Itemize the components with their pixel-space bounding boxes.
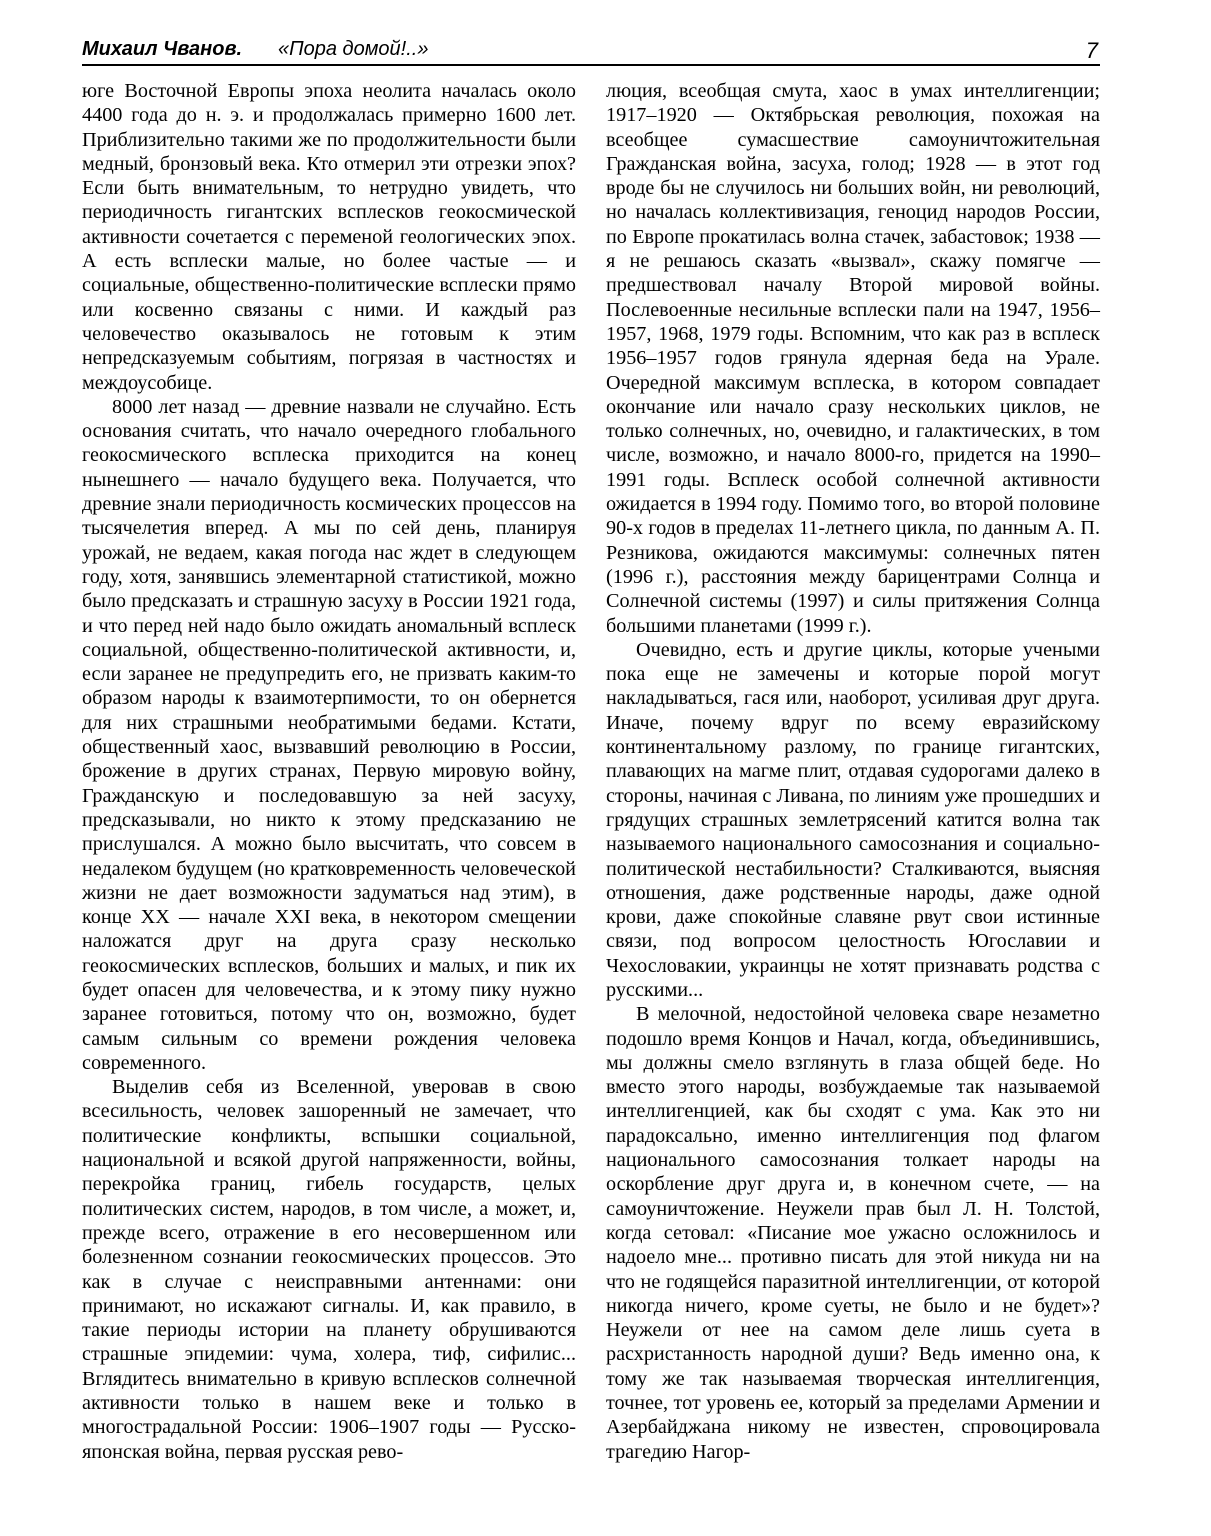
running-header	[82, 38, 1100, 66]
paragraph: юге Восточной Европы эпоха неолита началась около 4400 года до н. э. и продолжалась примерно 1600 лет. Приблизительно такими же по продолжительности были медный, бронзовый века. Кто отмерил эти отрезки эпох? Если быть внимательным, то нетрудно увидеть, что периодичность гигантских всплесков геокосмической активности сочетается с переменой геологических эпох. А есть всплески малые, но более частые — и социальные, общественно-политические всплески прямо или косвенно связаны с ними. И каждый раз человечество оказывалось не готовым к этим непредсказуемым событиям, погрязая в частностях и междоусобице.	[82, 80, 576, 394]
paragraph: 8000 лет назад — древние назвали не случайно. Есть основания считать, что начало очередного глобального геокосмического всплеска приходится на конец нынешнего — начало будущего века. Получается, что древние знали периодичность космических процессов на тысячелетия вперед. А мы по сей день, планируя урожай, не ведаем, какая погода нас ждет в следующем году, хотя, занявшись элементарной статистикой, можно было предсказать и страшную засуху в России 1921 года, и что перед ней надо было ожидать аномальный всплеск социальной, общественно-политической активности, и, если заранее не предупредить его, не призвать каким-то образом народы к взаимотерпимости, то он обернется для них страшными необратимыми бедами. Кстати, общественный хаос, вызвавший революцию в России, брожение в других странах, Первую мировую войну, Гражданскую и последовавшую за ней засуху, предсказывали, но никто к этому предсказанию не прислушался. А можно было высчитать, что совсем в недалеком будущем (но кратковременность человеческой жизни не дает возможности задуматься над этим), в конце XX — начале XXI века, в некотором смещении наложатся друг на друга сразу несколько геокосмических всплесков, больших и малых, и пик их будет опасен для человечества, и к этому пику нужно заранее готовиться, потому что он, возможно, будет самым сильным со времени рождения человека современного.	[82, 395, 576, 1074]
header-title: «Пора домой!..»	[278, 38, 429, 60]
right-column	[606, 79, 1100, 1464]
page-number: 7	[1085, 38, 1098, 63]
left-column	[82, 79, 576, 1464]
header-author: Михаил Чванов.	[82, 38, 243, 60]
paragraph: Очевидно, есть и другие циклы, которые учеными пока еще не замечены и которые порой могут накладываться, гася или, наоборот, усиливая друг друга. Иначе, почему вдруг по всему евразийскому континентальному разлому, по границе гигантских, плавающих на магме плит, отдавая судорогами далеко в стороны, начиная с Ливана, по линиям уже прошедших и грядущих страшных землетрясений катится волна так называемого национального самосознания и социально-политической нестабильности? Сталкиваются, выясняя отношения, даже родственные народы, даже одной крови, даже спокойные славяне рвут свои истинные связи, под вопросом целостность Югославии и Чехословакии, украинцы не хотят признавать родства с русскими...	[606, 638, 1100, 1001]
paragraph: Выделив себя из Вселенной, уверовав в свою всесильность, человек зашоренный не замечает, что политические конфликты, вспышки социальной, национальной и всякой другой напряженности, войны, перекройка границ, гибель государств, целых политических систем, народов, в том числе, а может, и, прежде всего, отражение в его несовершенном или болезненном сознании геокосмических процессов. Это как в случае с неисправными антеннами: они принимают, но искажают сигналы. И, как правило, в такие периоды истории на планету обрушиваются страшные эпидемии: чума, холера, тиф, сифилис... Вглядитесь внимательно в кривую всплесков солнечной активности только в нашем веке и только в многострадальной России: 1906–1907 годы — Русско-японская война, первая русская рево-	[82, 1076, 576, 1463]
paragraph: люция, всеобщая смута, хаос в умах интеллигенции; 1917–1920 — Октябрьская революция, похожая на всеобщее сумасшествие самоуничтожительная Гражданская война, засуха, голод; 1928 — в этот год вроде бы не случилось ни больших войн, ни революций, но началась коллективизация, геноцид народов России, по Европе прокатилась волна стачек, забастовок; 1938 — я не решаюсь сказать «вызвал», скажу помягче — предшествовал началу Второй мировой войны. Послевоенные несильные всплески пали на 1947, 1956–1957, 1968, 1979 годы. Вспомним, что как раз в всплеск 1956–1957 годов грянула ядерная беда на Урале. Очередной максимум всплеска, в котором совпадает окончание или начало сразу нескольких циклов, не только солнечных, но, очевидно, и галактических, в том числе, возможно, и начало 8000-го, придется на 1990–1991 годы. Всплеск особой солнечной активности ожидается в 1994 году. Помимо того, во второй половине 90-х годов в пределах 11-летнего цикла, по данным А. П. Резникова, ожидаются максимумы: солнечных пятен (1996 г.), расстояния между барицентрами Солнца и Солнечной системы (1997) и силы притяжения Солнца большими планетами (1999 г.).	[606, 80, 1100, 637]
paragraph: В мелочной, недостойной человека сваре незаметно подошло время Концов и Начал, когда, объединившись, мы должны смело взглянуть в глаза общей беде. Но вместо этого народы, возбуждаемые так называемой интеллигенцией, как бы сходят с ума. Как это ни парадоксально, именно интеллигенция под флагом национального самосознания толкает народы на оскорбление друг друга и, в конечном счете, — на самоуничтожение. Неужели прав был Л. Н. Толстой, когда сетовал: «Писание мое ужасно осложнилось и надоело мне... противно писать для этой никуда ни на что не годящейся паразитной интеллигенции, от которой никогда ничего, кроме суеты, не было и не будет»? Неужели от нее на самом деле лишь суета в расхристанность народной души? Ведь именно она, к тому же так называемая творческая интеллигенция, точнее, тот уровень ее, который за пределами Армении и Азербайджана никому не известен, спровоцировала трагедию Нагор-	[606, 1003, 1100, 1463]
